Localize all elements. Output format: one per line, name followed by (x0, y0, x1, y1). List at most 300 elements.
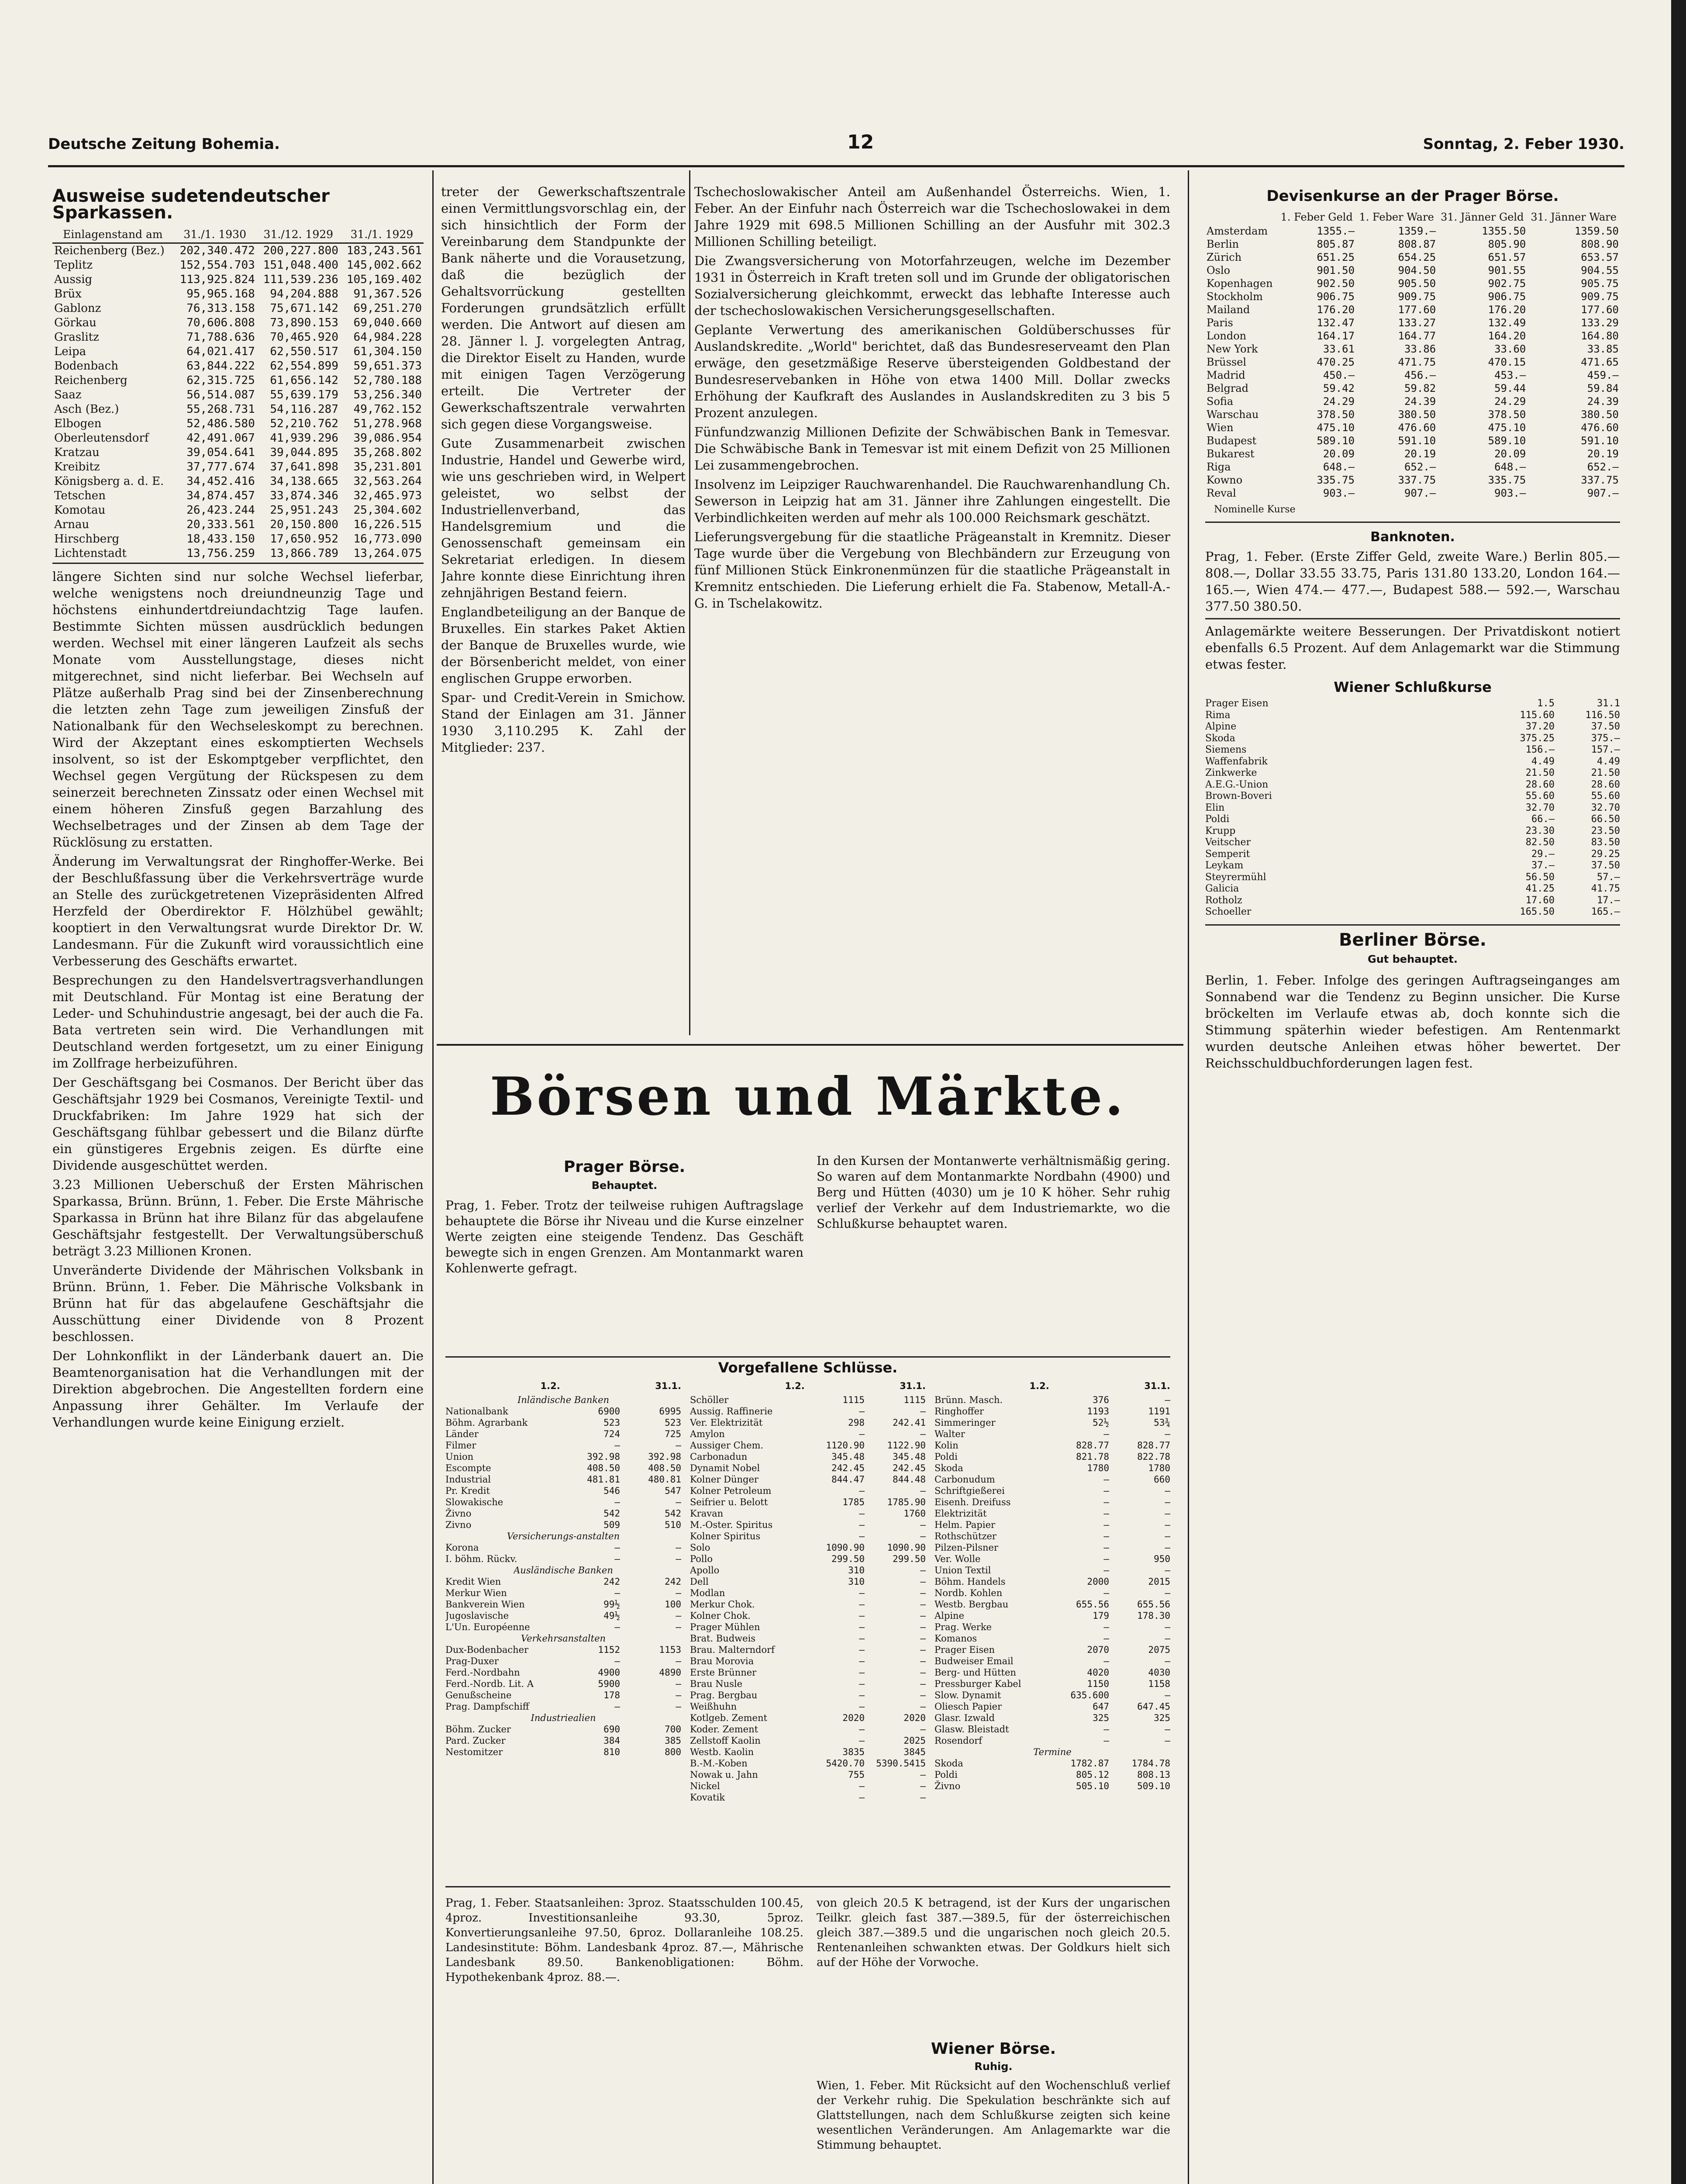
savings-row (52, 460, 424, 474)
security-name: Böhm. Handels (934, 1576, 1006, 1587)
savings-value: 152,554.703 (179, 259, 255, 272)
wiener-quote-today: 115.60 (1520, 709, 1555, 721)
banknoten-head: Banknoten. (1370, 529, 1455, 545)
market-col-header (690, 1380, 926, 1392)
wiener-security: A.E.G.-Union (1205, 779, 1269, 790)
savings-col-header: Einlagenstand am (52, 226, 173, 243)
security-name: Pressburger Kabel (934, 1679, 1021, 1689)
fx-rate: 133.27 (1398, 317, 1436, 329)
quote-feb-1: 805.12 (1076, 1769, 1109, 1780)
wiener-row (1205, 872, 1620, 884)
market-row (934, 1780, 1170, 1792)
market-row (445, 1553, 681, 1565)
security-name: Poldi (934, 1451, 958, 1462)
wiener-quote-today: 37.— (1531, 860, 1555, 871)
quote-jan-31: 1153 (659, 1645, 681, 1655)
wiener-quote-prev: 28.60 (1591, 779, 1620, 790)
savings-value: 56,514.087 (186, 388, 255, 401)
quote-feb-1: 690 (603, 1724, 620, 1735)
savings-col-header: 31./12. 1929 (257, 226, 340, 243)
quote-feb-1: — (1103, 1622, 1109, 1632)
quote-feb-1: — (614, 1440, 620, 1451)
quote-feb-1: 505.10 (1076, 1781, 1109, 1791)
market-row (934, 1417, 1170, 1428)
quote-feb-1: 384 (603, 1735, 620, 1746)
market-col-label: 31.1. (1144, 1381, 1170, 1391)
quote-jan-31: 844.48 (893, 1474, 926, 1485)
fx-currency: Wien (1207, 422, 1234, 434)
security-name: Živno (445, 1508, 472, 1519)
quote-jan-31: 542 (665, 1508, 681, 1519)
fx-rate: 24.29 (1323, 395, 1355, 408)
savings-place: Oberleutensdorf (54, 432, 149, 445)
quote-jan-31: — (676, 1554, 681, 1564)
wiener-quote-prev: 165.— (1591, 906, 1620, 917)
fx-rate: 470.15 (1488, 356, 1526, 368)
wiener-security: Semperit (1205, 848, 1250, 860)
savings-value: 73,890.153 (270, 316, 338, 329)
market-row (934, 1406, 1170, 1417)
security-name: Ringhoffer (934, 1406, 984, 1417)
quote-jan-31: — (920, 1690, 926, 1700)
fx-rate: 903.— (1323, 487, 1355, 499)
fx-col-header: 1. Feber Ware (1359, 211, 1434, 223)
quote-feb-1: — (859, 1633, 865, 1644)
market-row (934, 1531, 1170, 1542)
market-row (690, 1599, 926, 1610)
market-group-label (445, 1394, 681, 1406)
savings-value: 64,984.228 (353, 331, 422, 344)
wiener-row (1205, 710, 1620, 722)
wiener-quote-today: 37.20 (1525, 721, 1555, 732)
market-col-label: 1.2. (540, 1381, 560, 1391)
savings-place: Elbogen (54, 417, 102, 430)
security-name: Aussiger Chem. (690, 1440, 764, 1451)
market-row (690, 1690, 926, 1701)
quote-jan-31: — (920, 1531, 926, 1541)
article-paragraph: Englandbeteiligung an der Banque de Bruxelles. Ein starkes Paket Aktien der Banque de Bruxelles wurde, wie der Börsenbericht meldet, von einer englischen Gruppe erworben. (441, 605, 686, 686)
quote-jan-31: 1158 (1148, 1679, 1170, 1689)
savings-value: 52,210.762 (270, 417, 338, 430)
security-name: Nordb. Kohlen (934, 1588, 1003, 1598)
wiener-quote-today: 29.— (1531, 848, 1555, 860)
market-group-label (445, 1712, 681, 1724)
savings-value: 26,423.244 (186, 504, 255, 517)
quote-jan-31: — (920, 1679, 926, 1689)
quote-feb-1: — (1103, 1565, 1109, 1576)
fx-rate: 20.19 (1404, 448, 1436, 460)
savings-value: 25,951.243 (270, 504, 338, 517)
security-name: Nickel (690, 1781, 720, 1791)
wiener-security: Alpine (1205, 721, 1237, 732)
security-name: Kolner Petroleum (690, 1486, 772, 1496)
quote-feb-1: 5420.70 (826, 1758, 865, 1769)
security-name: Aussig. Raffinerie (690, 1406, 773, 1417)
savings-col-header: 31./1. 1929 (340, 226, 424, 243)
fx-rate: 901.50 (1317, 264, 1355, 276)
market-row (934, 1621, 1170, 1633)
market-row (690, 1701, 926, 1712)
market-row (445, 1417, 681, 1428)
security-name: Glasr. Izwald (934, 1713, 995, 1723)
wiener-quote-today: 156.— (1525, 744, 1555, 755)
fx-row (1205, 264, 1620, 277)
quote-feb-1: — (859, 1531, 865, 1541)
quote-feb-1: — (614, 1701, 620, 1712)
security-name: Prag. Werke (934, 1622, 992, 1632)
market-row (445, 1621, 681, 1633)
wiener-quote-today: 32.70 (1525, 802, 1555, 813)
quote-jan-31: 1785.90 (887, 1497, 926, 1507)
quote-jan-31: — (920, 1724, 926, 1735)
market-group-name: Industriealien (531, 1713, 596, 1723)
quote-jan-31: — (1165, 1429, 1170, 1439)
savings-place: Kreibitz (54, 460, 100, 473)
savings-value: 202,340.472 (179, 244, 255, 257)
fx-rate: 904.50 (1398, 264, 1436, 276)
security-name: Živno (934, 1781, 961, 1791)
security-name: Prag. Bergbau (690, 1690, 758, 1700)
wiener-quote-prev: 375.— (1591, 733, 1620, 744)
security-name: Erste Brünner (690, 1667, 757, 1678)
fx-rate: 133.29 (1581, 317, 1619, 329)
quote-jan-31: — (920, 1792, 926, 1803)
fx-rate: 164.17 (1317, 330, 1355, 342)
market-row (690, 1746, 926, 1758)
savings-value: 51,278.968 (353, 417, 422, 430)
fx-rate: 24.39 (1404, 395, 1436, 408)
fx-currency: Stockholm (1207, 290, 1263, 303)
fx-rate: 475.10 (1488, 422, 1526, 434)
article-paragraph: Der Geschäftsgang bei Cosmanos. Der Bericht über das Geschäftsjahr 1929 bei Cosmanos, Vereinigte Textil- und Druckfabriken: Im Jahre 1929 hat sich der Geschäftsgang fühlbar gebessert und die Bilanz dürfte ein günstigeres Ergebnis zeigen. Es dürfte eine Dividende ausgeschüttet werden. (52, 1075, 424, 1173)
savings-value: 71,788.636 (186, 331, 255, 344)
page-date: Sonntag, 2. Feber 1930. (1423, 135, 1624, 153)
quote-jan-31: — (1165, 1531, 1170, 1541)
fx-rate: 176.20 (1488, 304, 1526, 316)
wiener-row (1205, 895, 1620, 907)
wiener-row (1205, 767, 1620, 779)
security-name: Böhm. Agrarbank (445, 1417, 528, 1428)
security-name: Kravan (690, 1508, 724, 1519)
market-row (934, 1394, 1170, 1406)
savings-place: Aussig (54, 273, 93, 286)
fx-currency: Mailand (1207, 304, 1250, 316)
market-row (445, 1724, 681, 1735)
security-name: Dynamit Nobel (690, 1463, 760, 1473)
quote-feb-1: — (1103, 1486, 1109, 1496)
market-row (934, 1474, 1170, 1485)
quote-jan-31: 510 (665, 1520, 681, 1530)
wiener-row (1205, 791, 1620, 802)
wiener-quote-prev: 31.1 (1597, 698, 1620, 709)
quote-feb-1: 509 (603, 1520, 620, 1530)
quote-jan-31: 523 (665, 1417, 681, 1428)
savings-value: 75,671.142 (270, 302, 338, 315)
article-paragraph: Geplante Verwertung des amerikanischen Goldüberschusses für Auslandskredite. „World" berichtet, daß das Bundesreserveamt den Plan erwäge, den gesetzmäßige Reserve übersteigenden Goldbestand der Bundesreservebanken in Höhe von etwa 1400 Mill. Dollar zwecks Erhöhung der Kaufkraft des Auslandes in Auslandskrediten zu 3 bis 5 Prozent anzulegen. (694, 322, 1170, 420)
market-row (934, 1485, 1170, 1496)
security-name: Skoda (934, 1463, 963, 1473)
savings-value: 39,086.954 (353, 432, 422, 445)
quote-feb-1: — (1103, 1474, 1109, 1485)
column-rule-1 (432, 170, 434, 2184)
fx-rate: 59.84 (1587, 382, 1619, 394)
market-row (934, 1690, 1170, 1701)
quote-feb-1: 4020 (1087, 1667, 1109, 1678)
quote-feb-1: — (859, 1622, 865, 1632)
security-name: Slow. Dynamit (934, 1690, 1001, 1700)
fx-rate: 652.— (1404, 461, 1436, 473)
security-name: Brau Morovia (690, 1656, 754, 1666)
wiener-quote-prev: 116.50 (1585, 709, 1620, 721)
quote-feb-1: — (859, 1508, 865, 1519)
quote-jan-31: 1780 (1148, 1463, 1170, 1473)
column-1-text (52, 568, 424, 1431)
fx-rate: 132.49 (1488, 317, 1526, 329)
market-row (690, 1496, 926, 1508)
quote-feb-1: — (614, 1622, 620, 1632)
security-name: Kolner Spiritus (690, 1531, 761, 1541)
quote-feb-1: 1090.90 (826, 1542, 865, 1553)
security-name: Ferd.-Nordbahn (445, 1667, 520, 1678)
fx-rate: 904.55 (1581, 264, 1619, 276)
quote-feb-1: 2070 (1087, 1645, 1109, 1655)
market-row (445, 1610, 681, 1621)
savings-value: 39,054.641 (186, 446, 255, 459)
market-row (445, 1519, 681, 1531)
market-row (690, 1394, 926, 1406)
savings-value: 25,304.602 (353, 504, 422, 517)
savings-value: 62,315.725 (186, 374, 255, 387)
market-col-label: 31.1. (900, 1381, 926, 1391)
security-name: B.-M.-Koben (690, 1758, 748, 1769)
market-row (445, 1587, 681, 1599)
savings-value: 42,491.067 (186, 432, 255, 445)
staatsanleihen-left (445, 1896, 803, 2184)
fx-rate: 1359.50 (1574, 225, 1619, 237)
security-name: Berg- und Hütten (934, 1667, 1016, 1678)
market-row (445, 1474, 681, 1485)
market-col-label: 31.1. (655, 1381, 681, 1391)
quote-feb-1: 49½ (603, 1610, 620, 1621)
market-row (445, 1462, 681, 1474)
quote-jan-31: 808.13 (1137, 1769, 1170, 1780)
fx-rate: 378.50 (1317, 408, 1355, 421)
security-name: Prag. Dampfschiff (445, 1701, 529, 1712)
market-row (690, 1440, 926, 1451)
security-name: Komanos (934, 1633, 977, 1644)
fx-rate: 453.— (1494, 369, 1526, 381)
security-name: Amylon (690, 1429, 725, 1439)
fx-rate: 20.19 (1587, 448, 1619, 460)
quote-feb-1: 4900 (598, 1667, 620, 1678)
article-paragraph: Gute Zusammenarbeit zwischen Industrie, Handel und Gewerbe wird, wie uns geschrieben wird, in Welpert geleistet, wo selbst der Industriellenverband, das Handelsgremium und die Genossenschaft gemeinsam ein Sekretariat erledigen. In diesem Jahre konnte diese Einrichtung ihren zehnjährigen Bestand feiern. (441, 436, 686, 600)
fx-rate: 476.60 (1398, 422, 1436, 434)
market-row (690, 1531, 926, 1542)
quote-jan-31: 1090.90 (887, 1542, 926, 1553)
savings-place: Görkau (54, 316, 97, 329)
savings-row (52, 273, 424, 287)
quote-jan-31: — (676, 1497, 681, 1507)
savings-row (52, 518, 424, 532)
quote-feb-1: 481.81 (587, 1474, 620, 1485)
wiener-quote-prev: 32.70 (1591, 802, 1620, 813)
security-name: Weißhuhn (690, 1701, 737, 1712)
wiener-quote-today: 28.60 (1525, 779, 1555, 790)
fx-row (1205, 225, 1620, 238)
fx-currency: Kowno (1207, 474, 1243, 486)
fx-rate: 378.50 (1488, 408, 1526, 421)
security-name: Genußscheine (445, 1690, 512, 1700)
security-name: Rosendorf (934, 1735, 983, 1746)
quote-feb-1: 546 (603, 1486, 620, 1496)
savings-place: Kratzau (54, 446, 100, 459)
devisen-footnote: Nominelle Kurse (1214, 504, 1296, 515)
quote-feb-1: — (859, 1520, 865, 1530)
quote-jan-31: 242 (665, 1576, 681, 1587)
quote-feb-1: — (1103, 1508, 1109, 1519)
security-name: Prager Eisen (934, 1645, 995, 1655)
savings-place: Bodenbach (54, 359, 118, 373)
article-paragraph: Tschechoslowakischer Anteil am Außenhandel Österreichs. Wien, 1. Feber. An der Einfuhr nach Österreich war die Tschechoslowakei in dem Jahre 1929 mit 698.5 Millionen Schilling an der Ausfuhr mit 302.3 Millionen Schilling beteiligt. (694, 184, 1170, 249)
quote-jan-31: — (1165, 1508, 1170, 1519)
quote-feb-1: 299.50 (831, 1554, 865, 1564)
market-row (934, 1599, 1170, 1610)
savings-place: Reichenberg (54, 374, 128, 387)
savings-value: 111,539.236 (263, 273, 338, 286)
wiener-row (1205, 826, 1620, 837)
market-row (934, 1655, 1170, 1667)
savings-value: 183,243.561 (346, 244, 422, 257)
wiener-row (1205, 802, 1620, 814)
quote-jan-31: 5390.5415 (876, 1758, 926, 1769)
staatsanleihen-right-text: von gleich 20.5 K betragend, ist der Kurs der ungarischen Teilkr. gleich fast 387.—389.5, für der österreichischen gleich 387.—389.5 und die ungarischen noch gleich 20.5. Rentenanleihen schwankten etwas. Der Goldkurs hielt sich auf der Höhe der Vorwoche. (817, 1897, 1170, 1969)
security-name: Carbonadun (690, 1451, 748, 1462)
security-name: Kotlgeb. Zement (690, 1713, 767, 1723)
quote-feb-1: — (1103, 1520, 1109, 1530)
quote-feb-1: 3835 (842, 1747, 865, 1757)
fx-row (1205, 251, 1620, 264)
market-row (934, 1644, 1170, 1655)
savings-value: 13,756.259 (186, 547, 255, 560)
quote-jan-31: 800 (665, 1747, 681, 1757)
quote-jan-31: — (1165, 1588, 1170, 1598)
fx-rate: 33.85 (1587, 343, 1619, 355)
savings-value: 37,641.898 (270, 460, 338, 473)
market-row (690, 1644, 926, 1655)
security-name: Nowak u. Jahn (690, 1769, 758, 1780)
fx-row (1205, 460, 1620, 473)
staatsanleihen-text: Prag, 1. Feber. Staatsanleihen: 3proz. Staatsschulden 100.45, 4proz. Investitionsanleihe 93.30, 5proz. Konvertierungsanleihe 97.50, 6proz. Dollaranleihe 108.25. Landesinstitute: Böhm. Landesbank 4proz. 87.—, Mährische Landesbank 89.50. Bankenobligationen: Böhm. Hypothekenbank 4proz. 88.—. (445, 1897, 803, 1984)
wiener-security: Galicia (1205, 883, 1239, 894)
market-group-name: Verkehrsanstalten (521, 1633, 606, 1644)
fx-row (1205, 342, 1620, 356)
article-paragraph: Die Zwangsversicherung von Motorfahrzeugen, welche im Dezember 1931 in Österreich in Kraft treten soll und im Grunde der obligatorischen Sozialversicherung gleichkommt, erweckt das lebhafte Interesse auch der tschechoslowakischen Versicherungsgesellschaften. (694, 253, 1170, 318)
quote-feb-1: — (859, 1486, 865, 1496)
quote-feb-1: 2020 (842, 1713, 865, 1723)
wiener-security: Krupp (1205, 825, 1236, 836)
quote-feb-1: — (614, 1542, 620, 1553)
fx-rate: 164.20 (1488, 330, 1526, 342)
quote-feb-1: 2000 (1087, 1576, 1109, 1587)
fx-rate: 33.60 (1494, 343, 1526, 355)
savings-value: 52,780.188 (353, 374, 422, 387)
fx-row (1205, 290, 1620, 303)
wiener-quote-prev: 21.50 (1591, 767, 1620, 778)
savings-value: 13,264.075 (353, 547, 422, 560)
savings-value: 34,452.416 (186, 475, 255, 488)
fx-currency: Budapest (1207, 435, 1257, 447)
market-row (690, 1474, 926, 1485)
quote-feb-1: — (859, 1656, 865, 1666)
fx-rate: 591.10 (1398, 435, 1436, 447)
security-name: Slowakische (445, 1497, 503, 1507)
fx-rate: 1355.50 (1482, 225, 1526, 237)
wiener-quote-prev: 41.75 (1591, 883, 1620, 894)
savings-value: 35,268.802 (353, 446, 422, 459)
wiener-security: Prager Eisen (1205, 698, 1269, 709)
wiener-row (1205, 744, 1620, 756)
fx-currency: Belgrad (1207, 382, 1249, 394)
market-row (690, 1724, 926, 1735)
fx-rate: 901.55 (1488, 264, 1526, 276)
wiener-security: Waffenfabrik (1205, 756, 1268, 767)
fx-currency: Riga (1207, 461, 1231, 473)
savings-row (52, 417, 424, 431)
market-row (934, 1610, 1170, 1621)
market-row (690, 1519, 926, 1531)
quote-feb-1: 178 (603, 1690, 620, 1700)
quote-jan-31: 950 (1154, 1554, 1170, 1564)
market-row (934, 1462, 1170, 1474)
fx-rate: 909.75 (1581, 290, 1619, 303)
security-name: Elektrizität (934, 1508, 987, 1519)
savings-value: 20,150.800 (270, 518, 338, 531)
fx-rate: 471.75 (1398, 356, 1436, 368)
fx-currency: Reval (1207, 487, 1236, 499)
prager-boerse-text-right: In den Kursen der Montanwerte verhältnismäßig gering. So waren auf dem Montanmarkte Nordbahn (4900) und Berg und Hütten (4030) um je 10 K höher. Sehr ruhig verlief der Verkehr auf dem Industriemarkte, wo die Schlußkurse behauptet waren. (817, 1154, 1170, 1231)
quote-feb-1: — (859, 1781, 865, 1791)
quote-jan-31: 655.56 (1137, 1599, 1170, 1610)
security-name: Kolner Chok. (690, 1610, 751, 1621)
wiener-quote-prev: 4.49 (1597, 756, 1620, 767)
market-row (934, 1451, 1170, 1462)
fx-rate: 456.— (1404, 369, 1436, 381)
savings-value: 55,639.179 (270, 388, 338, 401)
market-row (934, 1553, 1170, 1565)
article-paragraph: Unveränderte Dividende der Mährischen Volksbank in Brünn. Brünn, 1. Feber. Die Mährische Volksbank in Brünn hat für das abgelaufene Geschäftsjahr die Ausschüttung einer Dividende von 8 Prozent beschlossen. (52, 1263, 424, 1344)
market-row (445, 1496, 681, 1508)
article-paragraph: Lieferungsvergebung für die staatliche Prägeanstalt in Kremnitz. Dieser Tage wurde über die Vergebung von Blechbändern zur Erzeugung von fünf Millionen Stück Einkronenmünzen für die staatliche Prägeanstalt in Kremnitz entschieden. Die Lieferung erhielt die Fa. Stabenow, Metall-A.-G. in Tschelakowitz. (694, 529, 1170, 611)
market-row (445, 1428, 681, 1440)
quote-jan-31: — (676, 1679, 681, 1689)
savings-row (52, 503, 424, 518)
wiener-row (1205, 721, 1620, 733)
quote-jan-31: 647.45 (1137, 1701, 1170, 1712)
savings-value: 37,777.674 (186, 460, 255, 473)
fx-currency: Oslo (1207, 264, 1231, 276)
wiener-security: Rotholz (1205, 895, 1242, 906)
market-row (690, 1565, 926, 1576)
quote-jan-31: 2025 (903, 1735, 926, 1746)
fx-rate: 1359.— (1398, 225, 1436, 237)
savings-row (52, 287, 424, 301)
fx-row (1205, 277, 1620, 290)
wiener-security: Poldi (1205, 814, 1230, 825)
quote-jan-31: — (1165, 1724, 1170, 1735)
savings-value: 49,762.152 (353, 403, 422, 416)
savings-value: 34,138.665 (270, 475, 338, 488)
article-paragraph: Besprechungen zu den Handelsvertragsverhandlungen mit Deutschland. Für Montag ist eine Beratung der Leder- und Schuhindustrie angesagt, bei der auch die Fa. Bata vertreten sein wird. Die Verhandlungen mit Deutschland werden fortgesetzt, um zu einer Einigung im Zollfrage herbeizuführen. (52, 973, 424, 1071)
